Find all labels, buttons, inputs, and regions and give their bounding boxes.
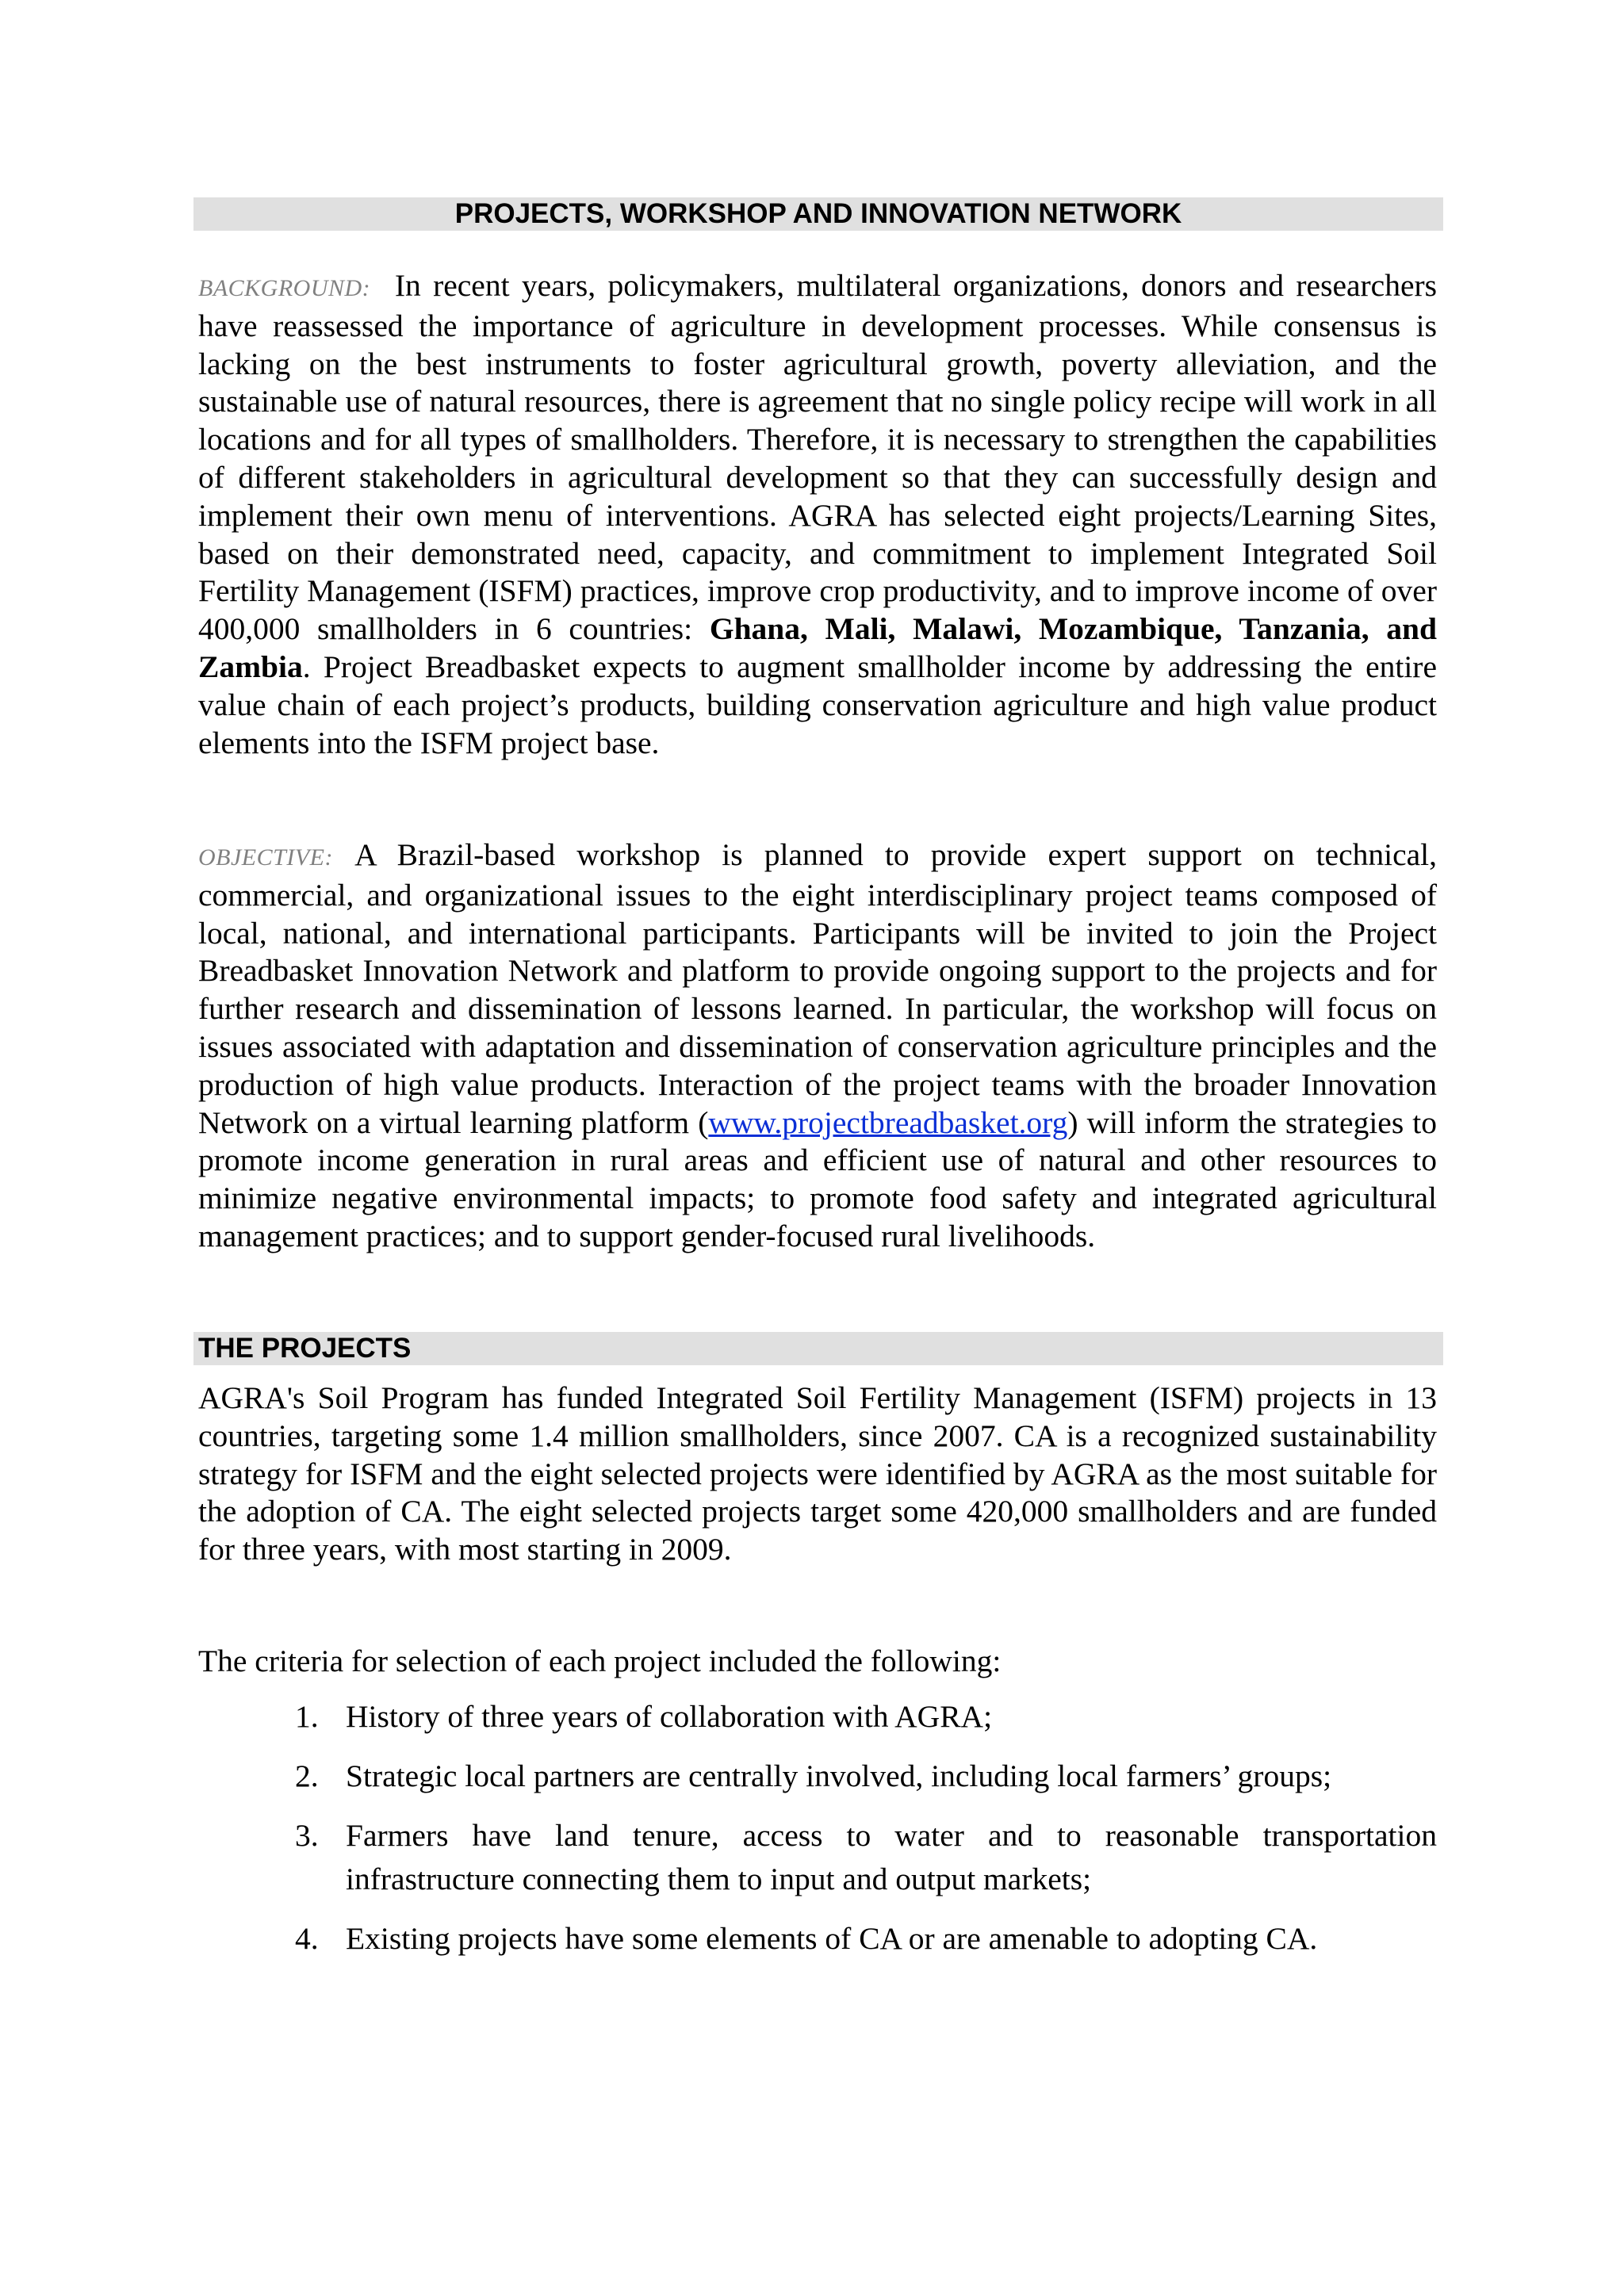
list-number: 3.: [295, 1818, 319, 1853]
list-item-text: History of three years of collaboration with AGRA;: [346, 1699, 993, 1734]
criteria-item: [295, 1695, 1437, 1739]
background-text: In recent years, policymakers, multilateral organizations, donors and researchers have reassessed the importance of agriculture in development processes. While consensus is lacking on the best instruments to foster agricultural growth, poverty alleviation, and the sustainable use of natural resources, there is agreement that no single policy recipe will work in all locations and for all types of smallholders. Therefore, it is necessary to strengthen the capabilities of different stakeholders in agricultural development so that they can successfully design and implement their own menu of interventions. AGRA has selected eight projects/Learning Sites, based on their demonstrated need, capacity, and commitment to implement Integrated Soil Fertility Management (ISFM) practices, improve crop productivity, and to improve income of over 400,000 smallholders in 6 countries:: [198, 268, 1438, 647]
criteria-intro: The criteria for selection of each project included the following:: [198, 1644, 1002, 1678]
countries-list: Ghana, Mali, Malawi, Mozambique, Tanzania, and Zambia: [198, 611, 1437, 684]
background-paragraph: [198, 267, 1437, 762]
list-item-text: Strategic local partners are centrally involved, including local farmers’ groups;: [346, 1758, 1332, 1793]
criteria-item: [295, 1814, 1437, 1901]
projects-heading: THE PROJECTS: [193, 1332, 1443, 1365]
background-label: BACKGROUND:: [198, 275, 371, 301]
list-item-text: Farmers have land tenure, access to water and to reasonable transportation infrastructure connecting them to input and output markets;: [346, 1818, 1437, 1896]
objective-text: A Brazil-based workshop is planned to provide expert support on technical, commercial, and organizational issues to the eight interdisciplinary project teams composed of local, national, and international participants. Participants will be invited to join the Project Breadbasket Innovation Network and platform to provide ongoing support to the projects and for further research and dissemination of lessons learned. In particular, the workshop will focus on issues associated with adaptation and dissemination of conservation agriculture principles and the production of high value products. Interaction of the project teams with the broader Innovation Network on a virtual learning platform (: [198, 837, 1438, 1140]
objective-paragraph: [198, 836, 1437, 1256]
list-number: 1.: [295, 1699, 319, 1734]
objective-label: OBJECTIVE:: [198, 844, 333, 871]
website-link[interactable]: www.projectbreadbasket.org: [708, 1104, 1068, 1140]
criteria-item: [295, 1755, 1437, 1798]
page-title: PROJECTS, WORKSHOP AND INNOVATION NETWORK: [193, 197, 1443, 231]
list-item-text: Existing projects have some elements of CA or are amenable to adopting CA.: [346, 1921, 1318, 1956]
criteria-item: [295, 1917, 1437, 1961]
objective-text-end: ) will inform the strategies to promote income generation in rural areas and efficient use of natural and other resources to minimize negative environmental impacts; to promote food safety and integrated agricultural management practices; and to support gender-focused rural livelihoods.: [198, 1104, 1437, 1253]
projects-paragraph: AGRA's Soil Program has funded Integrated Soil Fertility Management (ISFM) projects in 13 countries, targeting some 1.4 million smallholders, since 2007. CA is a recognized sustainability strategy for ISFM and the eight selected projects were identified by AGRA as the most suitable for the adoption of CA. The eight selected projects target some 420,000 smallholders and are funded for three years, with most starting in 2009.: [198, 1380, 1437, 1567]
list-number: 4.: [295, 1921, 319, 1956]
list-number: 2.: [295, 1758, 319, 1793]
background-text-end: . Project Breadbasket expects to augment smallholder income by addressing the entire value chain of each project’s products, building conservation agriculture and high value product elements into the ISFM project base.: [198, 649, 1437, 760]
